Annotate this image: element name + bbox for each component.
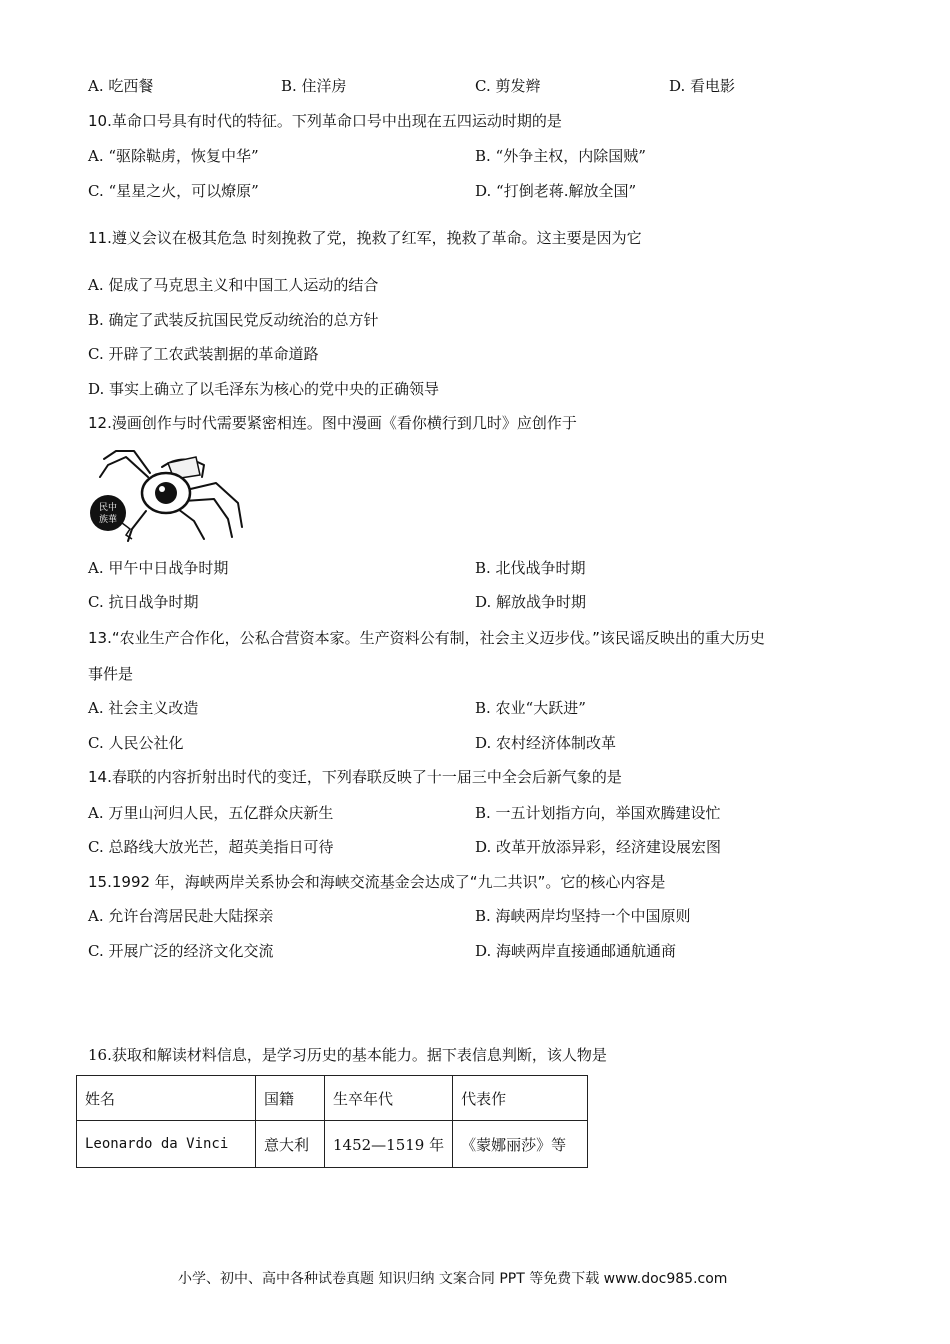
q10-option-a: A. “驱除鞑虏，恢复中华” [88,147,259,165]
q12-option-a: A. 甲午中日战争时期 [88,559,229,577]
q15-option-a: A. 允许台湾居民赴大陆探亲 [88,907,274,925]
q9-option-a: A. 吃西餐 [88,77,154,95]
q13-option-a: A. 社会主义改造 [88,699,199,717]
q9-option-b: B. 住洋房 [281,77,347,95]
q12-option-b: B. 北伐战争时期 [475,559,586,577]
q14-option-b: B. 一五计划指方向，举国欢腾建设忙 [475,804,721,822]
q16-stem: 16.获取和解读材料信息，是学习历史的基本能力。据下表信息判断，该人物是 [88,1046,607,1064]
q11-option-c: C. 开辟了工农武装割据的革命道路 [88,345,319,363]
q10-option-d: D. “打倒老蒋.解放全国” [475,182,637,200]
table-cell-name: Leonardo da Vinci [77,1121,256,1168]
table-header-cell: 代表作 [453,1076,588,1121]
q13-option-d: D. 农村经济体制改革 [475,734,617,752]
q10-stem: 10.革命口号具有时代的特征。下列革命口号中出现在五四运动时期的是 [88,112,562,130]
q9-option-d: D. 看电影 [669,77,736,95]
q13-option-c: C. 人民公社化 [88,734,184,752]
q10-option-c: C. “星星之火，可以燎原” [88,182,259,200]
q9-option-c: C. 剪发辫 [475,77,541,95]
cartoon-label-line2: 族華 [98,515,118,525]
table-header-cell: 姓名 [77,1076,256,1121]
table-header-cell: 国籍 [256,1076,325,1121]
q14-stem: 14.春联的内容折射出时代的变迁，下列春联反映了十一届三中全会后新气象的是 [88,768,622,786]
q11-stem: 11.遵义会议在极其危急 时刻挽救了党，挽救了红军，挽救了革命。这主要是因为它 [88,229,642,247]
q11-option-a: A. 促成了马克思主义和中国工人运动的结合 [88,276,379,294]
table-cell-lifespan: 1452—1519 年 [325,1121,453,1168]
table-cell-work: 《蒙娜丽莎》等 [453,1121,588,1168]
q14-option-d: D. 改革开放添异彩，经济建设展宏图 [475,838,722,856]
q12-option-d: D. 解放战争时期 [475,593,587,611]
q15-option-c: C. 开展广泛的经济文化交流 [88,942,274,960]
q13-stem-line2: 事件是 [88,665,134,683]
q12-stem: 12.漫画创作与时代需要紧密相连。图中漫画《看你横行到几时》应创作于 [88,414,577,432]
q16-info-table [76,1075,588,1168]
crab-cartoon-image [86,447,246,543]
q11-option-b: B. 确定了武装反抗国民党反动统治的总方针 [88,311,379,329]
table-row [77,1121,588,1168]
q15-option-d: D. 海峡两岸直接通邮通航通商 [475,942,677,960]
table-header-row [77,1076,588,1121]
cartoon-label-line1: 民中 [98,503,118,513]
q15-stem: 15.1992 年，海峡两岸关系协会和海峡交流基金会达成了“九二共识”。它的核心内容是 [88,873,666,891]
table-cell-nationality: 意大利 [256,1121,325,1168]
q11-option-d: D. 事实上确立了以毛泽东为核心的党中央的正确领导 [88,380,440,398]
q12-option-c: C. 抗日战争时期 [88,593,199,611]
page-footer: 小学、初中、高中各种试卷真题 知识归纳 文案合同 PPT 等免费下载 www.doc985.com [178,1271,728,1287]
table-header-cell: 生卒年代 [325,1076,453,1121]
q14-option-a: A. 万里山河归人民，五亿群众庆新生 [88,804,334,822]
q10-option-b: B. “外争主权，内除国贼” [475,147,646,165]
q14-option-c: C. 总路线大放光芒，超英美指日可待 [88,838,334,856]
q13-stem-line1: 13.“农业生产合作化，公私合营资本家。生产资料公有制，社会主义迈步伐。”该民谣反映出的重大历史 [88,629,765,647]
q13-option-b: B. 农业“大跃进” [475,699,586,717]
q15-option-b: B. 海峡两岸均坚持一个中国原则 [475,907,691,925]
